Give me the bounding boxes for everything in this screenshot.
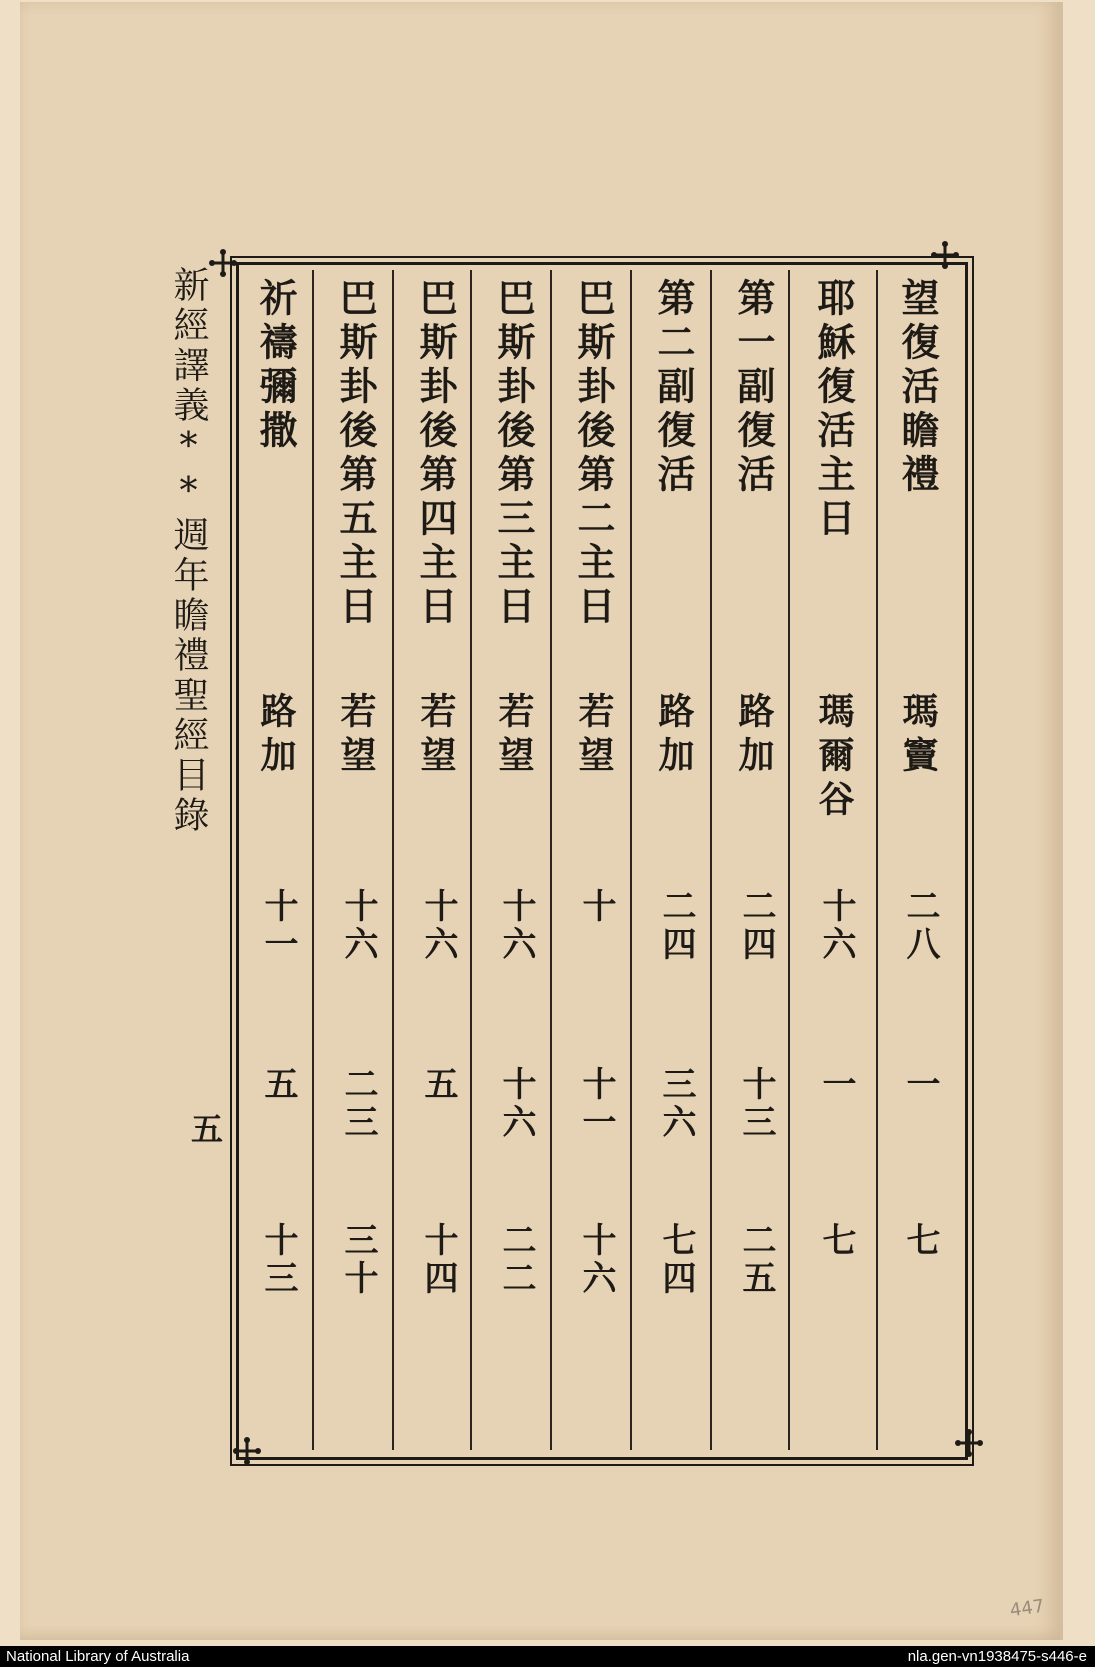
entry-title: 祈禱彌撒: [253, 278, 298, 454]
corner-ornament-icon: [954, 1428, 984, 1458]
corner-ornament-icon: [930, 240, 960, 270]
entry-title: 第一副復活: [731, 278, 776, 498]
entry-title: 耶穌復活主日: [811, 278, 856, 542]
entry-title: 巴斯卦後第三主日: [491, 278, 536, 630]
column-rule: [470, 270, 472, 1450]
entry-book: 路加: [653, 692, 695, 780]
entry-chapter: 十六: [338, 888, 378, 964]
handwritten-mark: 447: [1008, 1595, 1046, 1622]
entry-book: 瑪爾谷: [813, 692, 855, 824]
column-rule: [550, 270, 552, 1450]
entry-book: 瑪竇: [897, 692, 939, 780]
entry-chapter: 十六: [496, 888, 536, 964]
entry-verse-end: 七四: [656, 1222, 696, 1298]
entry-chapter: 二四: [656, 888, 696, 964]
entry-verse-end: 十三: [258, 1222, 298, 1298]
entry-title: 巴斯卦後第二主日: [571, 278, 616, 630]
entry-title: 巴斯卦後第五主日: [333, 278, 378, 630]
corner-ornament-icon: [232, 1436, 262, 1466]
entry-title: 望復活瞻禮: [895, 278, 940, 498]
entry-title: 第二副復活: [651, 278, 696, 498]
entry-verse-end: 七: [900, 1222, 940, 1260]
corner-ornament-icon: [208, 248, 238, 278]
running-header: 新經譯義**週年瞻禮聖經目錄: [168, 266, 209, 836]
entry-verse-start: 五: [258, 1066, 298, 1104]
entry-book: 若望: [573, 692, 615, 780]
entry-verse-start: 五: [418, 1066, 458, 1104]
entry-title: 巴斯卦後第四主日: [413, 278, 458, 630]
column-rule: [710, 270, 712, 1450]
entry-chapter: 十: [576, 888, 616, 926]
entry-book: 若望: [493, 692, 535, 780]
entry-book: 路加: [255, 692, 297, 780]
entry-verse-end: 三十: [338, 1222, 378, 1298]
entry-verse-end: 十四: [418, 1222, 458, 1298]
entry-verse-start: 十六: [496, 1066, 536, 1142]
entry-chapter: 十六: [418, 888, 458, 964]
column-rule: [312, 270, 314, 1450]
column-rule: [392, 270, 394, 1450]
entry-verse-start: 一: [816, 1066, 856, 1104]
footer-institution: National Library of Australia: [6, 1648, 190, 1665]
entry-book: 若望: [415, 692, 457, 780]
entry-chapter: 十六: [816, 888, 856, 964]
entry-chapter: 十一: [258, 888, 298, 964]
entry-verse-start: 十一: [576, 1066, 616, 1142]
page-number: 五: [186, 1112, 224, 1144]
entry-verse-end: 七: [816, 1222, 856, 1260]
entry-book: 若望: [335, 692, 377, 780]
column-rule: [788, 270, 790, 1450]
entry-verse-start: 十三: [736, 1066, 776, 1142]
entry-verse-end: 十六: [576, 1222, 616, 1298]
entry-verse-end: 二五: [736, 1222, 776, 1298]
footer-bar: [0, 1646, 1095, 1667]
entry-chapter: 二八: [900, 888, 940, 964]
column-rule: [876, 270, 878, 1450]
column-rule: [630, 270, 632, 1450]
entry-verse-start: 三六: [656, 1066, 696, 1142]
entry-book: 路加: [733, 692, 775, 780]
entry-verse-start: 二三: [338, 1066, 378, 1142]
entry-verse-start: 一: [900, 1066, 940, 1104]
entry-chapter: 二四: [736, 888, 776, 964]
entry-verse-end: 二二: [496, 1222, 536, 1298]
footer-identifier: nla.gen-vn1938475-s446-e: [907, 1648, 1087, 1665]
